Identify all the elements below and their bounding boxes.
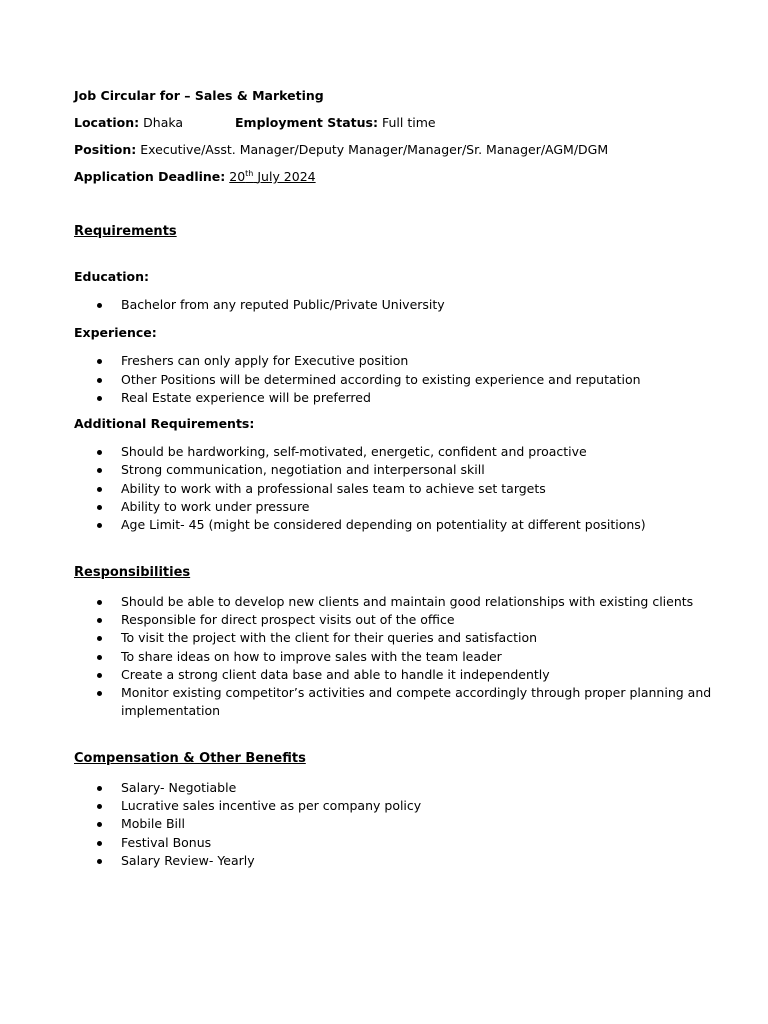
list-item [74, 389, 714, 407]
deadline-month-year: July 2024 [257, 169, 316, 184]
list-item [74, 443, 714, 461]
list-item-text: To visit the project with the client for their queries and satisfaction [121, 630, 538, 646]
bullet-icon [97, 691, 102, 696]
list-item-text-continuation: implementation [121, 703, 221, 719]
bullet-icon [97, 505, 102, 510]
list-item [74, 371, 714, 389]
list-item [74, 352, 714, 370]
bullet-icon [97, 618, 102, 623]
responsibilities-heading: Responsibilities [74, 564, 191, 580]
list-item [74, 593, 714, 611]
experience-heading: Experience: [74, 325, 157, 341]
education-heading: Education: [74, 269, 149, 284]
list-item-text: Age Limit- 45 (might be considered depending on potentiality at different positions) [121, 517, 646, 533]
list-item-text: Salary- Negotiable [121, 779, 237, 795]
bullet-icon [97, 450, 102, 455]
job-circular-document [74, 87, 714, 870]
list-item-text: To share ideas on how to improve sales with the team leader [121, 648, 502, 664]
experience-list [74, 352, 714, 407]
list-item-text: Should be able to develop new clients and maintain good relationships with existing clients [121, 593, 694, 609]
list-item-text: Monitor existing competitor’s activities and compete accordingly through proper planning and [121, 685, 712, 701]
bullet-icon [97, 600, 102, 605]
bullet-icon [97, 655, 102, 660]
bullet-icon [97, 841, 102, 846]
list-item [74, 498, 714, 516]
deadline-suffix: th [245, 169, 254, 178]
list-item [74, 834, 714, 852]
list-item-text: Strong communication, negotiation and interpersonal skill [121, 462, 485, 478]
bullet-icon [97, 303, 102, 308]
bullet-icon [97, 636, 102, 641]
deadline-label: Application Deadline: [74, 169, 226, 184]
bullet-icon [97, 523, 102, 528]
location-status-row [74, 114, 714, 132]
list-item-text: Ability to work under pressure [121, 499, 310, 515]
requirements-heading: Requirements [74, 224, 177, 239]
list-item [74, 797, 714, 815]
deadline-day: 20 [229, 169, 246, 184]
list-item [74, 461, 714, 479]
deadline-value [229, 169, 315, 184]
additional-requirements-heading: Additional Requirements: [74, 416, 255, 432]
position-row [74, 141, 714, 159]
list-item-text: Festival Bonus [121, 834, 212, 850]
responsibilities-list [74, 593, 714, 721]
bullet-icon [97, 786, 102, 791]
list-item-text: Responsible for direct prospect visits out of the office [121, 611, 455, 627]
compensation-heading: Compensation & Other Benefits [74, 750, 306, 766]
compensation-list [74, 779, 714, 870]
list-item [74, 648, 714, 666]
employment-status-label: Employment Status: [235, 115, 378, 130]
list-item [74, 666, 714, 684]
list-item-text: Real Estate experience will be preferred [121, 389, 371, 405]
list-item-text: Ability to work with a professional sales team to achieve set targets [121, 480, 546, 496]
bullet-icon [97, 359, 102, 364]
list-item [74, 629, 714, 647]
list-item [74, 852, 714, 870]
list-item [74, 480, 714, 498]
list-item [74, 815, 714, 833]
employment-status-value: Full time [381, 115, 436, 130]
list-item-text: Freshers can only apply for Executive position [121, 353, 409, 369]
document-title [74, 87, 714, 105]
bullet-icon [97, 378, 102, 383]
list-item [74, 684, 714, 721]
list-item [74, 611, 714, 629]
education-list [74, 296, 714, 314]
location-label: Location: [74, 115, 140, 130]
list-item-text: Bachelor from any reputed Public/Private University [121, 297, 445, 312]
list-item-text: Salary Review- Yearly [121, 852, 255, 868]
bullet-icon [97, 396, 102, 401]
bullet-icon [97, 468, 102, 473]
list-item-text: Create a strong client data base and able to handle it independently [121, 666, 550, 682]
position-label: Position: [74, 142, 137, 157]
list-item-text: Mobile Bill [121, 816, 185, 832]
location-value: Dhaka [143, 115, 184, 130]
additional-requirements-list [74, 443, 714, 534]
bullet-icon [97, 859, 102, 864]
deadline-row [74, 168, 714, 186]
list-item [74, 779, 714, 797]
list-item [74, 516, 714, 534]
bullet-icon [97, 487, 102, 492]
bullet-icon [97, 822, 102, 827]
list-item-text: Other Positions will be determined according to existing experience and reputation [121, 371, 641, 387]
list-item-text: Lucrative sales incentive as per company policy [121, 798, 422, 814]
bullet-icon [97, 804, 102, 809]
list-item-text: Should be hardworking, self-motivated, energetic, confident and proactive [121, 444, 587, 460]
bullet-icon [97, 673, 102, 678]
list-item [74, 296, 714, 314]
document-title-text: Job Circular for – Sales & Marketing [74, 88, 324, 103]
position-value: Executive/Asst. Manager/Deputy Manager/Manager/Sr. Manager/AGM/DGM [140, 142, 609, 157]
